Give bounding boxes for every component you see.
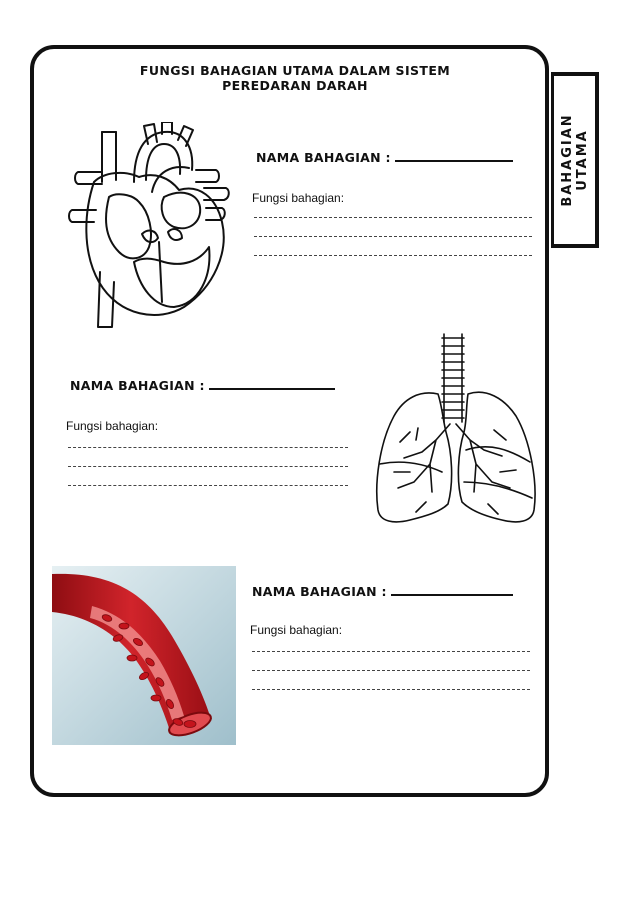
side-tab-line1: BAHAGIAN [559, 113, 575, 207]
section-1-answer-line-2[interactable] [254, 236, 532, 237]
section-2-name-label [70, 378, 335, 393]
title-line-2: PEREDARAN DARAH [222, 78, 368, 93]
section-3-name-text: NAMA BAHAGIAN : [252, 584, 387, 599]
section-3-answer-line-3[interactable] [252, 689, 530, 690]
section-2-answer-line-2[interactable] [68, 466, 348, 467]
worksheet-title [100, 63, 490, 93]
section-3-answer-line-2[interactable] [252, 670, 530, 671]
section-1-name-blank[interactable] [395, 158, 513, 162]
section-2-name-text: NAMA BAHAGIAN : [70, 378, 205, 393]
section-2-name-blank[interactable] [209, 386, 335, 390]
blood-vessel-illustration [52, 566, 236, 745]
section-2-answer-line-1[interactable] [68, 447, 348, 448]
section-1-answer-line-1[interactable] [254, 217, 532, 218]
section-1-fungsi-label: Fungsi bahagian: [252, 191, 345, 205]
section-1-answer-line-3[interactable] [254, 255, 532, 256]
section-3-name-label [252, 584, 513, 599]
section-1-name-text: NAMA BAHAGIAN : [256, 150, 391, 165]
section-2-fungsi-label: Fungsi bahagian: [66, 419, 159, 433]
section-3-name-blank[interactable] [391, 592, 513, 596]
title-line-1: FUNGSI BAHAGIAN UTAMA DALAM SISTEM [139, 63, 451, 78]
lungs-diagram [370, 332, 546, 526]
side-tab [551, 72, 599, 248]
section-3-fungsi-label: Fungsi bahagian: [250, 623, 343, 637]
section-1-name-label [256, 150, 513, 165]
side-tab-label [560, 113, 590, 206]
section-3-answer-line-1[interactable] [252, 651, 530, 652]
section-2-answer-line-3[interactable] [68, 485, 348, 486]
heart-diagram [64, 122, 234, 332]
side-tab-line2: UTAMA [574, 129, 590, 191]
